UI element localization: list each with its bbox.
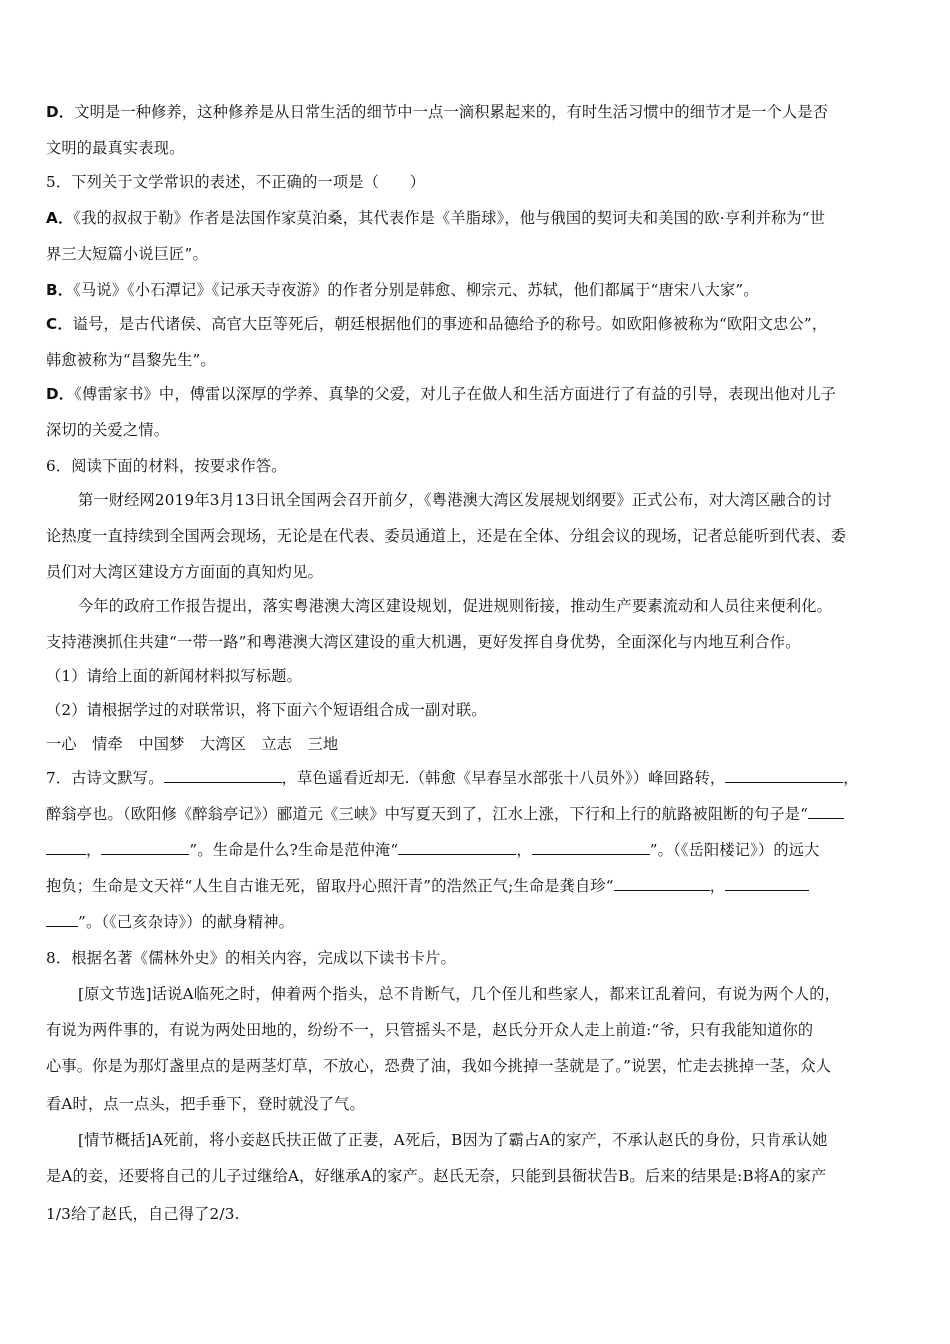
q5-option-c-line-1: C．谥号，是古代诸侯、高官大臣等死后，朝廷根据他们的事迹和品德给予的称号。如欧阳修被称为“欧阳文忠公”，: [46, 315, 828, 333]
q5-option-d-line-1: D．《傅雷家书》中，傅雷以深厚的学养、真挚的父爱，对儿子在做人和生活方面进行了有益的引导，表现出他对儿子: [46, 385, 836, 403]
summary-line-2: 是A的妾，还要将自己的儿子过继给A，好继承A的家产。赵氏无奈，只能到县衙状告B。后来的结果是:B将A的家产: [46, 1167, 827, 1185]
material-paragraph-1-line-2: 论热度一直持续到全国两会现场，无论是在代表、委员通道上，还是在全体、分组会议的现场，记者总能听到代表、委: [46, 527, 847, 545]
question-7-line-3: ， ”。生命是什么?生命是范仲淹“ ， ”。（《岳阳楼记》）的远大: [46, 840, 820, 860]
summary-line-3: 1/3给了赵氏，自己得了2/3.: [46, 1205, 240, 1223]
answer-blank[interactable]: [808, 804, 844, 819]
question-6-part-1: （1）请给上面的新闻材料拟写标题。: [46, 667, 303, 685]
answer-blank[interactable]: [46, 912, 78, 927]
material-paragraph-2-line-1: 今年的政府工作报告提出，落实粤港澳大湾区建设规划，促进规则衔接，推动生产要素流动和人员往来便利化。: [78, 597, 832, 615]
answer-blank[interactable]: [164, 768, 282, 783]
question-7-line-5: ”。（《己亥杂诗》）的献身精神。: [46, 912, 294, 932]
excerpt-line-2: 有说为两件事的，有说为两处田地的，纷纷不一，只管摇头不是，赵氏分开众人走上前道:“爷，只有我能知道你的: [46, 1021, 814, 1039]
q5-option-d-line-2: 深切的关爱之情。: [46, 421, 170, 439]
q5-option-a-line-1: A．《我的叔叔于勒》作者是法国作家莫泊桑，其代表作是《羊脂球》，他与俄国的契诃夫和美国的欧·亨利并称为“世: [46, 209, 826, 227]
question-8-stem: 8．根据名著《儒林外史》的相关内容，完成以下读书卡片。: [46, 949, 456, 967]
answer-blank[interactable]: [725, 768, 843, 783]
q5-option-a-line-2: 界三大短篇小说巨匠”。: [46, 245, 208, 263]
question-5-stem: 5．下列关于文学常识的表述，不正确的一项是（ ）: [46, 173, 426, 191]
summary-line-1: [情节概括]A死前，将小妾赵氏扶正做了正妻，A死后，B因为了霸占A的家产，不承认赵氏的身份，只肯承认她: [78, 1131, 828, 1149]
option-d-line-2: 文明的最真实表现。: [46, 139, 185, 157]
material-paragraph-1-line-1: 第一财经网2019年3月13日讯全国两会召开前夕，《粤港澳大湾区发展规划纲要》正式公布，对大湾区融合的讨: [78, 491, 832, 509]
answer-blank[interactable]: [46, 840, 86, 855]
question-7-line-1: 7．古诗文默写。 ，草色遥看近却无.（韩愈《早春呈水部张十八员外》）峰回路转， ，: [46, 769, 859, 787]
option-d-line-1: D．文明是一种修养，这种修养是从日常生活的细节中一点一滴积累起来的，有时生活习惯中的细节才是一个人是否: [46, 103, 829, 121]
answer-blank[interactable]: [101, 840, 189, 855]
option-label-d2: D．: [46, 385, 75, 403]
option-label-a: A．: [46, 209, 74, 227]
answer-blank[interactable]: [398, 840, 516, 855]
answer-blank[interactable]: [532, 840, 650, 855]
material-paragraph-2-line-2: 支持港澳抓住共建“一带一路”和粤港澳大湾区建设的重大机遇，更好发挥自身优势，全面深化与内地互利合作。: [46, 633, 801, 651]
excerpt-line-1: [原文节选]话说A临死之时，伸着两个指头，总不肯断气，几个侄儿和些家人，都来讧乱着问，有说为两个人的，: [78, 985, 841, 1003]
answer-blank[interactable]: [725, 876, 809, 891]
q5-option-c-line-2: 韩愈被称为“昌黎先生”。: [46, 351, 216, 369]
excerpt-line-4: 看A时，点一点头，把手垂下，登时就没了气。: [46, 1095, 365, 1113]
question-7-line-2: 醉翁亭也。（欧阳修《醉翁亭记》）郦道元《三峡》中写夏天到了，江水上涨，下行和上行的航路被阻断的句子是“: [46, 804, 844, 824]
option-label-b: B．: [46, 281, 74, 299]
material-paragraph-1-line-3: 员们对大湾区建设方方面面的真知灼见。: [46, 563, 323, 581]
answer-blank[interactable]: [614, 876, 710, 891]
option-label-c: C．: [46, 315, 73, 333]
excerpt-line-3: 心事。你是为那灯盏里点的是两茎灯草，不放心，恐费了油，我如今挑掉一茎就是了。”说罢，忙走去挑掉一茎，众人: [46, 1057, 832, 1075]
q5-option-b: B．《马说》《小石潭记》《记承天寺夜游》的作者分别是韩愈、柳宗元、苏轼，他们都属于“唐宋八大家”。: [46, 281, 759, 299]
question-6-stem: 6．阅读下面的材料，按要求作答。: [46, 457, 287, 475]
question-6-part-2: （2）请根据学过的对联常识，将下面六个短语组合成一副对联。: [46, 701, 487, 719]
question-7-line-4: 抱负；生命是文天祥“人生自古谁无死，留取丹心照汗青”的浩然正气;生命是龚自珍“ ，: [46, 876, 809, 896]
couplet-phrases: 一心 情牵 中国梦 大湾区 立志 三地: [46, 735, 339, 753]
option-label-d: D．: [46, 103, 75, 121]
